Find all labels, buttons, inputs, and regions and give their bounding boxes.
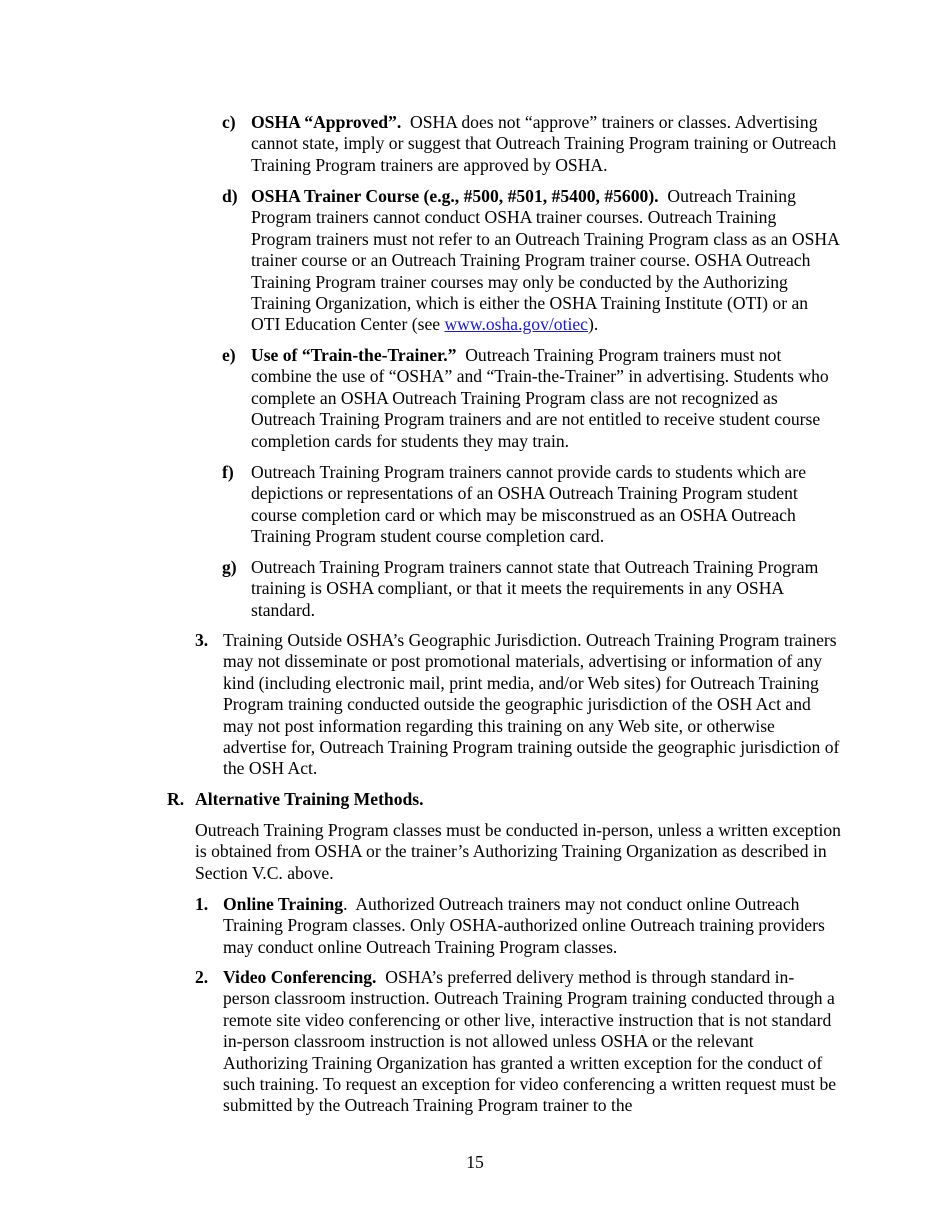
item-text: Outreach Training Program trainers cannot state that Outreach Training Program training is OSHA compliant, or that it meets the requirements in any OSHA standard. bbox=[251, 557, 819, 620]
item-label: g) bbox=[222, 557, 237, 577]
item-body: Outreach Training Program trainers must not combine the use of “OSHA” and “Train-the-Trainer” in advertising. Students who complete an OSHA Outreach Training Program class are not recognized as Outreach Training Program trainers and are not entitled to receive student course completion cards for students they may train. bbox=[251, 345, 829, 451]
item-title: OSHA Trainer Course (e.g., #500, #501, #5400, #5600). bbox=[251, 186, 659, 206]
item-text bbox=[223, 967, 841, 1117]
item-body: Outreach Training Program trainers cannot conduct OSHA trainer courses. Outreach Training Program trainers must not refer to an Outreach Training Program class as an OSHA trainer course or an Outreach Training Program trainer course. OSHA Outreach Training Program trainer courses may only be conducted by the Authorizing Training Organization, which is either the OSHA Training Institute (OTI) or an OTI Education Center (see bbox=[251, 186, 839, 335]
section-intro: Outreach Training Program classes must be conducted in-person, unless a written exception is obtained from OSHA or the trainer’s Authorizing Training Organization as described in Section V.C. above. bbox=[195, 820, 841, 883]
section-title: Alternative Training Methods. bbox=[195, 789, 424, 809]
item-label: 3. bbox=[195, 630, 209, 650]
item-text: Online Training. Authorized Outreach trainers may not conduct online Outreach Training Program classes. Only OSHA-authorized online Outreach training providers may conduct online Outreach Training Program classes. bbox=[223, 894, 825, 957]
item-body: Authorized Outreach trainers may not conduct online Outreach Training Program classes. Only OSHA-authorized online Outreach training providers may conduct online Outreach Training Program classes. bbox=[223, 894, 825, 957]
item-text: Outreach Training Program trainers cannot provide cards to students which are depictions or representations of an OSHA Outreach Training Program student course completion card or which may be misconstrued as an OSHA Outreach Training Program student course completion card. bbox=[251, 462, 807, 547]
item-label: 1. bbox=[195, 894, 209, 914]
otiec-link[interactable]: www.osha.gov/otiec bbox=[444, 314, 588, 335]
item-title: OSHA “Approved”. bbox=[251, 112, 402, 132]
item-label: d) bbox=[222, 186, 238, 206]
item-body: OSHA’s preferred delivery method is through standard in-person classroom instruction. Outreach Training Program training conducted through a remote site video conferencing or other live, interactive instruction that is not standard in-person classroom instruction is not allowed unless OSHA or the relevant Authorizing Training Organization has granted a written exception for the conduct of such training. To request an exception for video conferencing a written request must be submitted by the Outreach Training Program trainer to the bbox=[223, 967, 837, 1116]
item-body: OSHA does not “approve” trainers or classes. Advertising cannot state, imply or suggest that Outreach Training Program training or Outreach Training Program trainers are approved by OSHA. bbox=[251, 112, 837, 175]
item-title: Video Conferencing. bbox=[223, 967, 377, 987]
item-label: 2. bbox=[195, 967, 209, 987]
section-label: R. bbox=[167, 789, 185, 809]
item-text bbox=[251, 186, 841, 336]
item-label: e) bbox=[222, 345, 236, 365]
item-title: Use of “Train-the-Trainer.” bbox=[251, 345, 457, 365]
item-text bbox=[251, 112, 841, 176]
page-number: 15 bbox=[466, 1152, 484, 1172]
item-label: c) bbox=[222, 112, 236, 132]
item-text bbox=[251, 345, 841, 452]
item-body-end: ). bbox=[587, 314, 599, 335]
item-text: Training Outside OSHA’s Geographic Jurisdiction. Outreach Training Program trainers may not disseminate or post promotional materials, advertising or information of any kind (including electronic mail, print media, and/or Web sites) for Outreach Training Program training conducted outside the geographic jurisdiction of the OSH Act and may not post information regarding this training on any Web site, or otherwise advertise for, Outreach Training Program training outside the geographic jurisdiction of the OSH Act. bbox=[223, 630, 840, 779]
item-title: Online Training bbox=[223, 894, 344, 914]
item-label: f) bbox=[222, 462, 234, 482]
